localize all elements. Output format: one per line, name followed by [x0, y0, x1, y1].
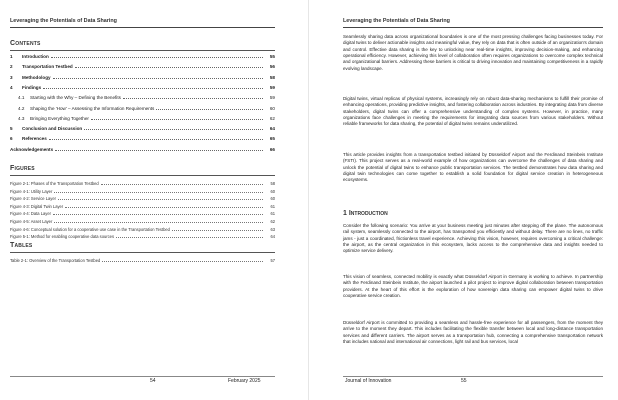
journal-name: Journal of Innovation — [345, 378, 392, 384]
table-entry-label: Table 2-1: Overview of the Transportation Testbed — [10, 258, 101, 263]
dot-leader — [53, 214, 263, 215]
body-paragraph: This vision of seamless, connected mobility is exactly what Düsseldorf Airport in Germany is working to achieve. In partnership with the Ferdinand Steinbeis Institute, the airport launched a pilot project to improve digital collaboration between transportation providers. At the heart of this effort is the exploration of how sovereign data sharing can empower digital twins to drive cooperative service creation. — [343, 274, 603, 299]
toc-entry[interactable] — [10, 64, 275, 72]
toc-entry[interactable] — [10, 75, 275, 83]
toc-entry-page: 64 — [269, 126, 275, 132]
toc-entry-number: 3 — [10, 74, 13, 80]
dot-leader — [102, 261, 263, 262]
figure-entry-label: Figure 4-5: Asset Layer — [10, 219, 53, 224]
dot-leader — [123, 98, 263, 99]
toc-entry-page: 55 — [269, 54, 275, 59]
body-paragraph: Consider the following scenario: You arrive at your business meeting just minutes after stepping off the plane. The autonomous rail system, seamlessly connected to the airport, has transported you efficiently and without delay. There are no lines, no traffic jams - just a coordinated, frictionless travel experience. Achieving this vision, however, requires overcoming a critical challenge: the airport, as the central organization in this ecosystem, lacks access to the comprehensive data and insights needed to optimize service delivery. — [343, 223, 603, 254]
body-paragraph: This article provides insights from a transportation testbed initiated by Düsseldorf Airport and the Ferdinand Steinbeis Institute (FSTI). This project serves as a real-world example of how organizations can overcome the challenges of data sharing and unlock the potential of digital twins to enhance public transportation services. The testbed demonstrates how data sharing and digital twin technologies can come together to establish a solid foundation for digital service creation in heterogeneous ecosystems. — [343, 152, 603, 183]
toc-entry[interactable] — [10, 126, 275, 134]
table-entry-page: 57 — [270, 258, 275, 263]
toc-entry-number: 1 — [10, 54, 13, 59]
footer-rule — [10, 376, 275, 377]
toc-entry[interactable] — [10, 54, 275, 62]
figure-entry-label: Figure 4-6: Conceptual solution for a cooperative use case in the Transportation Testbed — [10, 226, 170, 232]
toc-entry-page: 62 — [269, 115, 275, 121]
toc-entry-number: 4.2 — [18, 105, 25, 111]
toc-entry-number: 4 — [10, 84, 13, 90]
dot-leader — [84, 129, 263, 130]
dot-leader — [65, 207, 263, 208]
issue-date: February 2025 — [228, 378, 261, 384]
figure-entry-page: 61 — [270, 203, 275, 209]
toc-entry[interactable] — [10, 116, 275, 124]
dot-leader — [43, 88, 263, 89]
contents-title: Contents — [10, 40, 41, 47]
body-paragraph: Seamlessly sharing data across organizational boundaries is one of the most pressing challenges facing businesses today. For digital twins to deliver actionable insights and meaningful value, they rely on data that is often outside of an organization's domain and control. Effective data sharing is the key to unlocking near real-time insights, improving decision-making, and enhancing operational efficiency. However, achieving this level of collaboration often requires organizations to overcome complex technical and organizational barriers. Addressing these barriers is critical to driving innovation and maintaining competitiveness in a rapidly evolving landscape. — [343, 34, 603, 71]
toc-entry-number: 2 — [10, 64, 13, 70]
body-paragraph: Digital twins, virtual replicas of physical systems, increasingly rely on robust data-sharing mechanisms to fulfill their promise of enhancing operations, providing predictive insights, and fostering collaboration across industries. By integrating data from diverse stakeholders, digital twins can offer a comprehensive understanding of complex systems. However, in practice, many organizations face challenges in meeting the requirements for integrating data sources from various stakeholders. Without reliable frameworks for data sharing, the potential of digital twins remains underutilized. — [343, 96, 603, 127]
contents-rule — [10, 50, 275, 51]
dot-leader — [116, 237, 263, 238]
toc-entry-number: 5 — [10, 126, 13, 132]
toc-entry-page: 59 — [269, 84, 275, 90]
running-header: Leveraging the Potentials of Data Sharing — [343, 18, 450, 24]
tables-rule — [10, 252, 275, 253]
toc-entry-number: 6 — [10, 136, 13, 142]
header-rule — [343, 27, 603, 28]
toc-entry[interactable] — [10, 147, 275, 155]
toc-entry-page: 60 — [269, 105, 275, 111]
figure-entry-page: 60 — [270, 196, 275, 202]
section-heading: 1 Introduction — [343, 210, 388, 217]
dot-leader — [172, 230, 263, 231]
toc-entry-label: Introduction — [22, 54, 49, 59]
body-paragraph: Düsseldorf Airport is committed to providing a seamless and hassle-free experience for all passengers, from the moment they arrive to the moment they depart. This includes facilitating the flexible transfer between local and long-distance transportation services and different carriers. The airport serves as a transportation hub, connecting a comprehensive transportation network that includes national and international air connections, light rail and bus services, local — [343, 320, 603, 345]
toc-entry-label: Findings — [22, 84, 42, 90]
dot-leader — [49, 139, 263, 140]
toc-entry[interactable] — [10, 106, 275, 114]
figure-entry-label: Figure 4-3: Digital Twin Layer — [10, 203, 64, 209]
table-entry[interactable] — [10, 258, 275, 266]
dot-leader — [51, 57, 263, 58]
page-number: 54 — [150, 378, 156, 384]
dot-leader — [58, 199, 263, 200]
toc-entry[interactable] — [10, 95, 275, 103]
toc-entry-number: 4.3 — [18, 115, 25, 121]
toc-entry-label: Conclusion and Discussion — [22, 126, 83, 132]
dot-leader — [55, 150, 263, 151]
figure-entry-page: 61 — [270, 211, 275, 217]
toc-entry[interactable] — [10, 136, 275, 144]
toc-entry-label: Starting with the Why – Defining the Benefits — [30, 95, 121, 101]
figure-entry-label: Figure 5-1: Method for enabling cooperative data sources — [10, 234, 114, 240]
toc-entry-page: 58 — [269, 74, 275, 80]
figure-entry-label: Figure 4-2: Service Layer — [10, 196, 56, 202]
toc-entry-page: 65 — [269, 136, 275, 142]
toc-entry-page: 56 — [269, 64, 275, 70]
figures-rule — [10, 175, 275, 176]
tables-title: Tables — [10, 242, 33, 249]
toc-entry-label: Acknowledgements — [10, 146, 54, 152]
figure-entry-page: 64 — [270, 234, 275, 240]
toc-entry-label: Transportation Testbed — [22, 64, 73, 70]
figure-entry-page: 63 — [270, 226, 275, 232]
dot-leader — [91, 119, 263, 120]
toc-entry-page: 59 — [269, 95, 275, 101]
dot-leader — [75, 67, 263, 68]
dot-leader — [53, 78, 263, 79]
figure-entry-label: Figure 4-1: Utility Layer — [10, 188, 53, 194]
figure-entry-page: 58 — [270, 181, 275, 186]
figure-entry-page: 60 — [270, 188, 275, 194]
footer-rule — [343, 376, 603, 377]
dot-leader — [156, 109, 263, 110]
header-rule — [10, 27, 275, 28]
dot-leader — [54, 222, 263, 223]
right-page — [309, 0, 618, 400]
toc-entry-number: 4.1 — [18, 95, 25, 101]
toc-entry[interactable] — [10, 85, 275, 93]
figure-entry[interactable] — [10, 234, 275, 242]
figures-title: Figures — [10, 165, 35, 172]
toc-entry-label: References — [22, 136, 47, 142]
figure-entry-page: 62 — [270, 219, 275, 224]
dot-leader — [101, 184, 263, 185]
toc-entry-label: Bringing Everything Together — [30, 115, 89, 121]
page-number: 55 — [461, 378, 467, 384]
dot-leader — [54, 192, 263, 193]
running-header: Leveraging the Potentials of Data Sharing — [10, 18, 117, 24]
figure-entry-label: Figure 2-1: Phases of the Transportation Testbed — [10, 181, 99, 186]
toc-entry-page: 66 — [269, 146, 275, 152]
toc-entry-label: Methodology — [22, 74, 51, 80]
toc-entry-label: Shaping the 'How' – Assessing the Information Requirements — [30, 105, 155, 111]
figure-entry-label: Figure 4-4: Data Layer — [10, 211, 51, 217]
